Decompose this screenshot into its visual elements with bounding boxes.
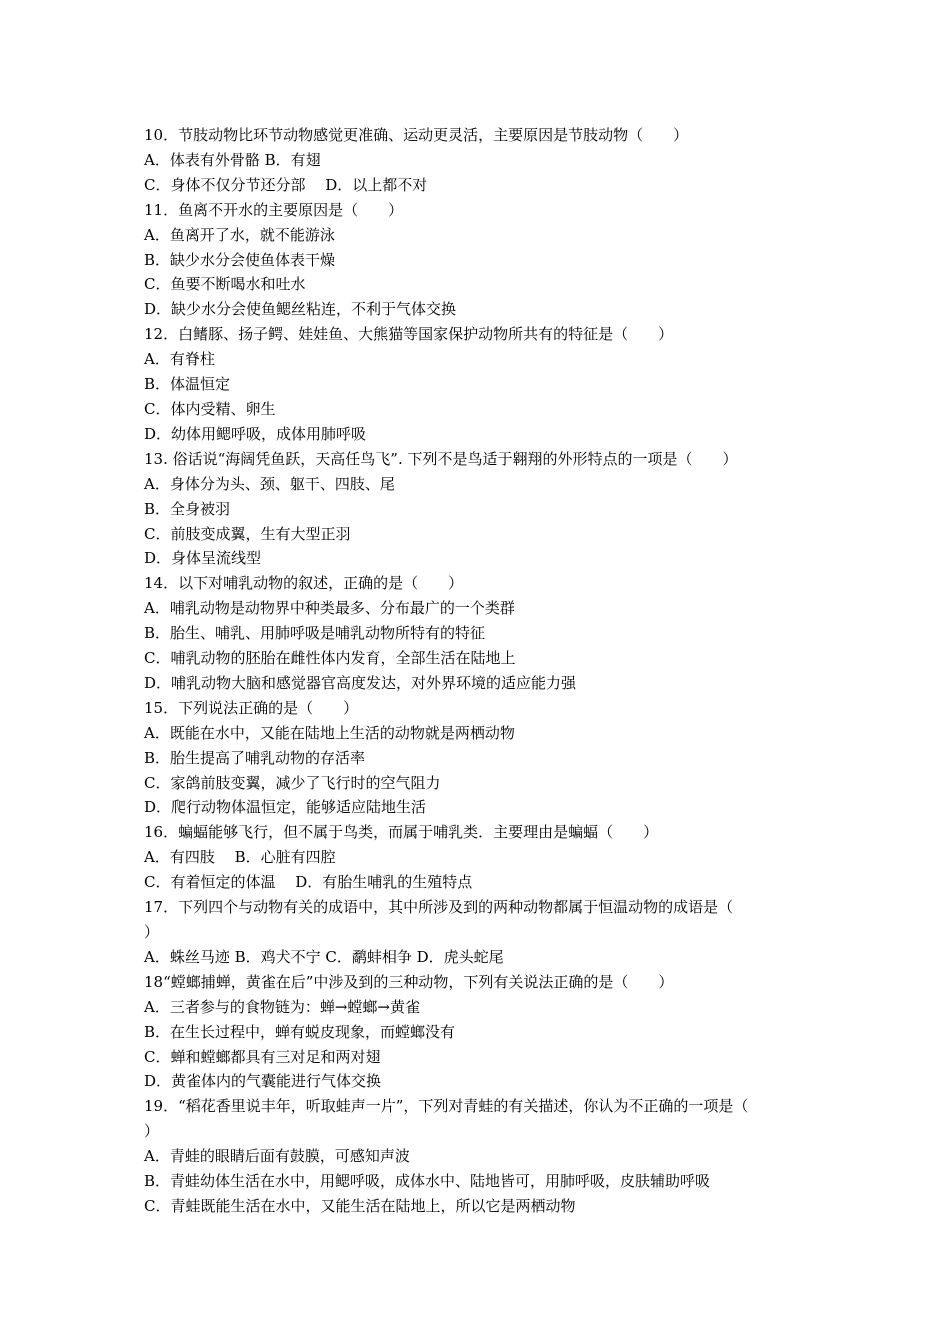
question-19-stem: 19．“稻花香里说丰年，听取蛙声一片”，下列对青蛙的有关描述，你认为不正确的一项是（ [144,1097,749,1116]
question-17-stem: 17．下列四个与动物有关的成语中，其中所涉及到的两种动物都属于恒温动物的成语是（ [144,898,734,917]
question-18-option-d: D．黄雀体内的气囊能进行气体交换 [144,1072,382,1091]
question-18-option-b: B．在生长过程中，蝉有蜕皮现象，而螳螂没有 [144,1022,456,1041]
question-19-option-b: B．青蛙幼体生活在水中，用鳃呼吸，成体水中、陆地皆可，用肺呼吸，皮肤辅助呼吸 [144,1172,711,1191]
question-19-option-c: C．青蛙既能生活在水中，又能生活在陆地上，所以它是两栖动物 [144,1196,576,1215]
question-11-option-b: B．缺少水分会使鱼体表干燥 [144,250,336,269]
question-11-option-d: D．缺少水分会使鱼鳃丝粘连，不利于气体交换 [144,300,457,319]
question-14-option-a: A．哺乳动物是动物界中种类最多、分布最广的一个类群 [144,599,515,618]
question-13-option-c: C．前肢变成翼，生有大型正羽 [144,524,351,543]
question-12-stem: 12．白鳍豚、扬子鳄、娃娃鱼、大熊猫等国家保护动物所共有的特征是（ ） [144,325,674,344]
question-15-option-d: D．爬行动物体温恒定，能够适应陆地生活 [144,798,427,817]
question-18-option-a: A．三者参与的食物链为：蝉→螳螂→黄雀 [144,997,420,1016]
question-13-option-d: D．身体呈流线型 [144,549,262,568]
question-13-option-a: A．身体分为头、颈、躯干、四肢、尾 [144,474,395,493]
question-12-option-d: D．幼体用鳃呼吸，成体用肺呼吸 [144,424,367,443]
question-18-option-c: C．蝉和螳螂都具有三对足和两对翅 [144,1047,381,1066]
question-10-options-cd: C．身体不仅分节还分部 D．以上都不对 [144,175,428,194]
question-14-option-d: D．哺乳动物大脑和感觉器官高度发达，对外界环境的适应能力强 [144,673,577,692]
question-10-stem: 10．节肢动物比环节动物感觉更准确、运动更灵活，主要原因是节肢动物（ ） [144,126,689,144]
question-17-stem-end: ） [144,923,160,941]
question-17-options: A．蛛丝马迹 B．鸡犬不宁 C．鹬蚌相争 D．虎头蛇尾 [144,947,504,966]
question-13-stem: 13. 俗话说“海阔凭鱼跃，天高任鸟飞”. 下列不是鸟适于翱翔的外形特点的一项是（ ） [144,449,738,468]
question-14-option-b: B．胎生、哺乳、用肺呼吸是哺乳动物所特有的特征 [144,624,486,643]
question-18-stem: 18“螳螂捕蝉，黄雀在后”中涉及到的三种动物，下列有关说法正确的是（ ） [144,972,674,991]
question-13-option-b: B．全身被羽 [144,499,231,518]
question-11-option-a: A．鱼离开了水，就不能游泳 [144,225,335,244]
question-10-options-ab: A．体表有外骨骼 B．有翅 [144,150,321,169]
document-page [144,123,824,1219]
question-19-stem-end: ） [144,1122,160,1141]
question-11-stem: 11．鱼离不开水的主要原因是（ ） [144,200,404,219]
question-16-stem: 16．蝙蝠能够飞行，但不属于鸟类，而属于哺乳类．主要理由是蝙蝠（ ） [144,823,659,842]
question-16-options-cd: C．有着恒定的体温 D．有胎生哺乳的生殖特点 [144,873,473,892]
question-19-option-a: A．青蛙的眼睛后面有鼓膜，可感知声波 [144,1147,410,1166]
question-14-stem: 14．以下对哺乳动物的叙述，正确的是（ ） [144,574,464,593]
question-15-option-a: A．既能在水中，又能在陆地上生活的动物就是两栖动物 [144,723,515,742]
question-16-options-ab: A．有四肢 B．心脏有四腔 [144,848,336,867]
question-12-option-a: A．有脊柱 [144,350,215,369]
question-14-option-c: C．哺乳动物的胚胎在雌性体内发育，全部生活在陆地上 [144,649,516,668]
question-12-option-c: C．体内受精、卵生 [144,399,276,418]
question-11-option-c: C．鱼要不断喝水和吐水 [144,275,306,294]
question-15-option-b: B．胎生提高了哺乳动物的存活率 [144,748,366,767]
question-15-stem: 15．下列说法正确的是（ ） [144,698,359,717]
question-12-option-b: B．体温恒定 [144,375,231,394]
question-15-option-c: C．家鸽前肢变翼，减少了飞行时的空气阻力 [144,773,441,792]
